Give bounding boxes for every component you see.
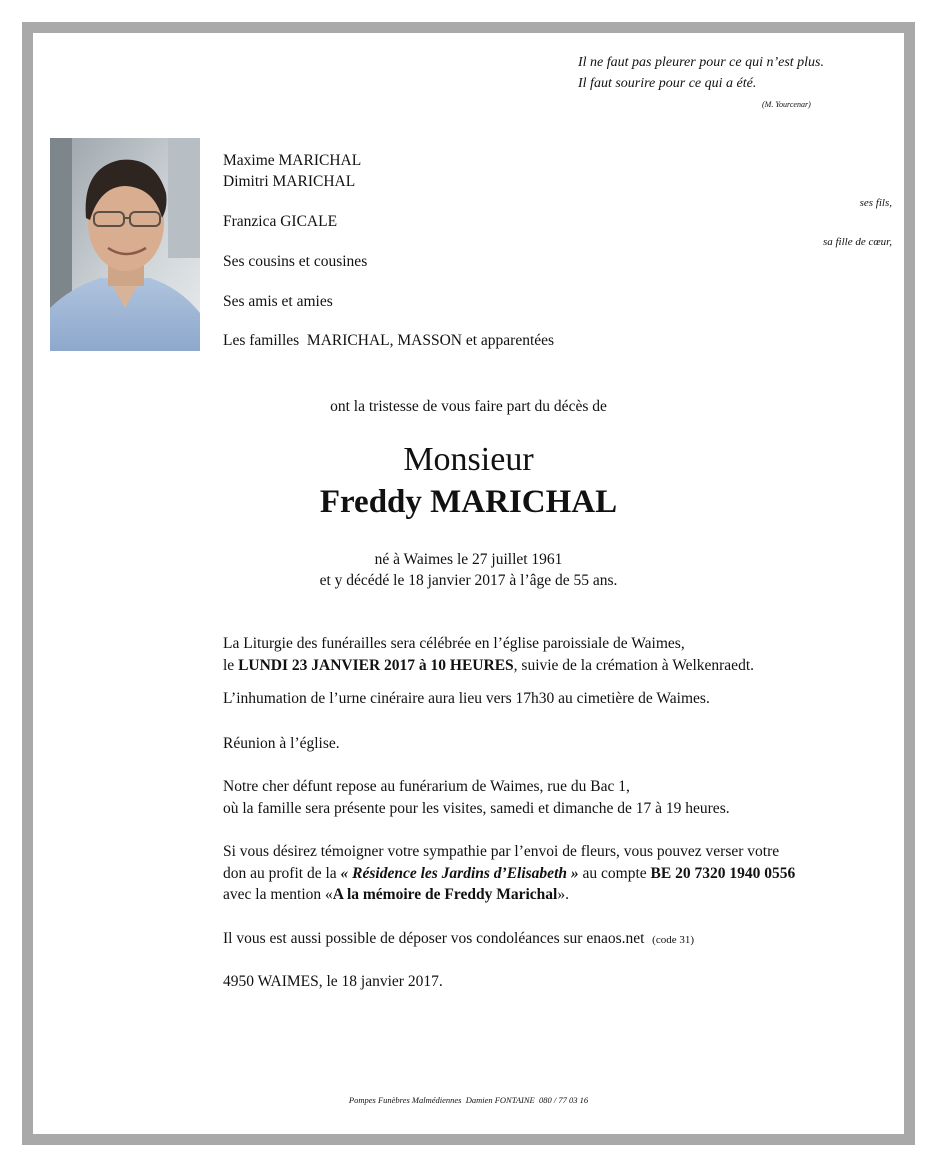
announcement-intro: ont la tristesse de vous faire part du décès de <box>330 398 607 415</box>
birth-line: né à Waimes le 27 juillet 1961 <box>374 551 563 568</box>
flowers-line-3: avec la mention «A la mémoire de Freddy Marichal». <box>223 886 569 903</box>
family-heart-daughter: Franzica GICALE <box>223 213 338 230</box>
flowers-donation <box>223 841 795 906</box>
deceased-name: Freddy MARICHAL <box>319 484 618 520</box>
liturgy-line-2: le LUNDI 23 JANVIER 2017 à 10 HEURES, suivie de la crémation à Welkenraedt. <box>223 656 754 674</box>
epigraph-quote <box>578 52 824 94</box>
bank-account: BE 20 7320 1940 0556 <box>650 864 796 882</box>
funeral-home-info <box>223 776 730 819</box>
quote-author: (M. Yourcenar) <box>762 100 811 109</box>
family-families: Les familles MARICHAL, MASSON et apparentées <box>223 332 555 349</box>
family-friends: Ses amis et amies <box>223 293 333 310</box>
family-son-1: Maxime MARICHAL <box>223 152 362 169</box>
birth-death-dates <box>0 549 937 591</box>
rest-line-2: où la famille sera présente pour les visites, samedi et dimanche de 17 à 19 heures. <box>223 799 730 817</box>
meeting-note: Réunion à l’église. <box>223 735 340 752</box>
donation-mention: A la mémoire de Freddy Marichal <box>332 886 558 903</box>
portrait-photo <box>50 138 200 351</box>
funeral-home-footer: Pompes Funèbres Malmédiennes Damien FONTAINE 080 / 77 03 16 <box>348 1095 589 1105</box>
quote-line-2: Il faut sourire pour ce qui a été. <box>578 76 757 91</box>
heart-daughter-role: sa fille de cœur, <box>822 236 892 248</box>
sons-role: ses fils, <box>859 197 892 209</box>
condolences-info: Il vous est aussi possible de déposer vos condoléances sur enaos.net (code 31) <box>223 930 695 947</box>
quote-line-1: Il ne faut pas pleurer pour ce qui n’est plus. <box>578 55 825 70</box>
deceased-civility: Monsieur <box>403 441 534 478</box>
family-cousins: Ses cousins et cousines <box>223 253 368 270</box>
rest-line-1: Notre cher défunt repose au funérarium de Waimes, rue du Bac 1, <box>223 778 630 795</box>
funeral-liturgy <box>223 633 754 676</box>
family-son-2: Dimitri MARICHAL <box>223 173 356 190</box>
flowers-line-2: don au profit de la « Résidence les Jardins d’Elisabeth » au compte BE 20 7320 1940 0556 <box>223 864 796 882</box>
funeral-datetime: LUNDI 23 JANVIER 2017 à 10 HEURES <box>238 656 514 674</box>
place-date: 4950 WAIMES, le 18 janvier 2017. <box>223 973 443 990</box>
urn-burial: L’inhumation de l’urne cinéraire aura lieu vers 17h30 au cimetière de Waimes. <box>223 690 710 707</box>
death-line: et y décédé le 18 janvier 2017 à l’âge de 55 ans. <box>319 572 618 589</box>
liturgy-line-1: La Liturgie des funérailles sera célébrée en l’église paroissiale de Waimes, <box>223 635 685 652</box>
flowers-line-1: Si vous désirez témoigner votre sympathie par l’envoi de fleurs, vous pouvez verser votre <box>223 843 780 860</box>
beneficiary-name: « Résidence les Jardins d’Elisabeth » <box>340 864 579 882</box>
condolences-code: (code 31) <box>652 934 695 946</box>
